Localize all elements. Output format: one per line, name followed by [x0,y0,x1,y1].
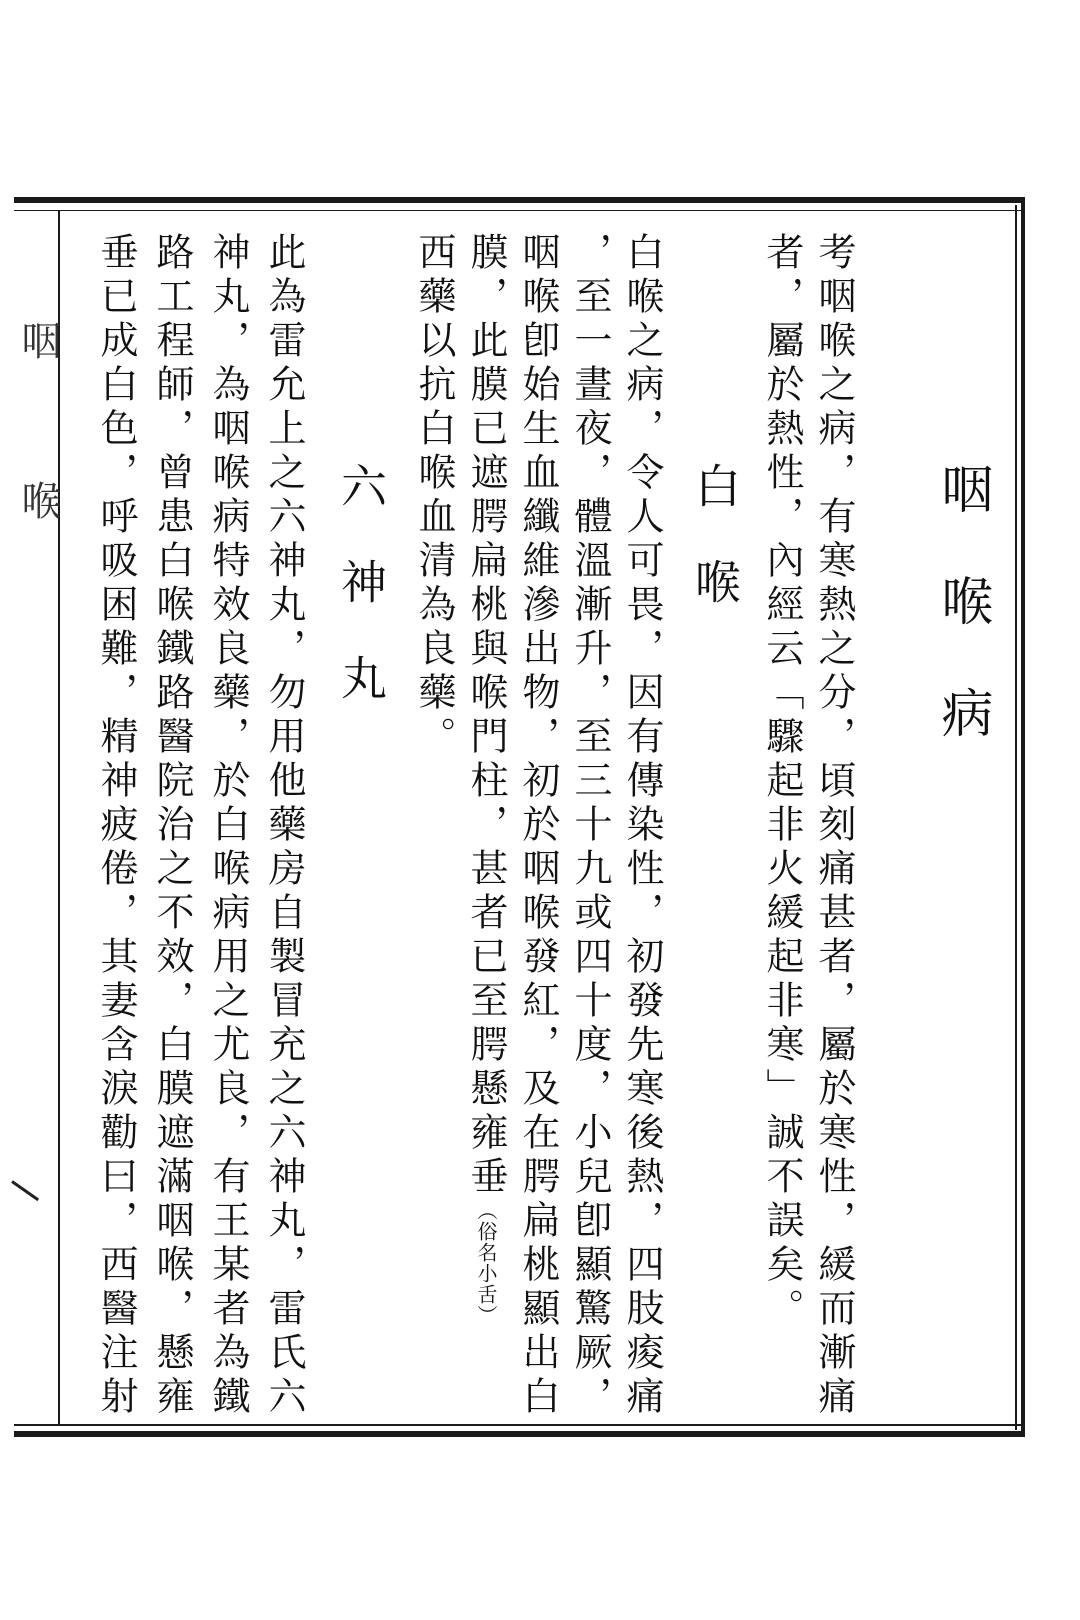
baihou-line-1: 白喉之病，令人可畏，因有傳染性，初發先寒後熱，四肢痠痛 [620,232,664,1420]
section-heading-baihou: 白喉 [688,462,742,654]
liushenwan-line-4: 垂已成白色，呼吸困難，精神疲倦，其妻含淚勸曰，西醫注射 [94,232,138,1420]
liushenwan-line-2: 神丸，為咽喉病特效良藥，於白喉病用之尤良，有王某者為鐵 [206,232,250,1420]
baihou-line-4 [464,232,508,1326]
baihou-note: （俗名小舌） [474,1200,498,1326]
section-heading-liushenwan: 六神丸 [334,462,388,750]
liushenwan-line-1: 此為雷允上之六神丸，勿用他藥房自製冒充之六神丸，雷氏六 [262,232,306,1420]
intro-line-2: 者，屬於熱性，內經云「驟起非火緩起非寒」誠不誤矣。 [760,232,804,1332]
baihou-line-5: 西藥以抗白喉血清為良藥。 [412,232,456,760]
gutter-label: 咽喉 [15,320,61,640]
baihou-line-3: 咽喉卽始生血纖維滲出物，初於咽喉發紅，及在腭扁桃顯出白 [516,232,560,1420]
intro-line-1: 考咽喉之病，有寒熱之分，頃刻痛甚者，屬於寒性，緩而漸痛 [812,232,856,1420]
liushenwan-line-3: 路工程師，曾患白喉鐵路醫院治之不效，白膜遮滿咽喉，懸雍 [150,232,194,1420]
baihou-line-4-text: 膜，此膜已遮腭扁桃與喉門柱，甚者已至腭懸雍垂 [464,232,508,1200]
frame-inner-bottom-rule [14,1424,1025,1426]
frame-inner-top-rule [14,210,1025,211]
frame-inner-right-rule [1015,205,1017,1430]
baihou-line-2: ，至一晝夜，體溫漸升，至三十九或四十度，小兒卽顯驚厥， [568,232,612,1420]
chapter-title: 咽喉病 [932,462,992,798]
